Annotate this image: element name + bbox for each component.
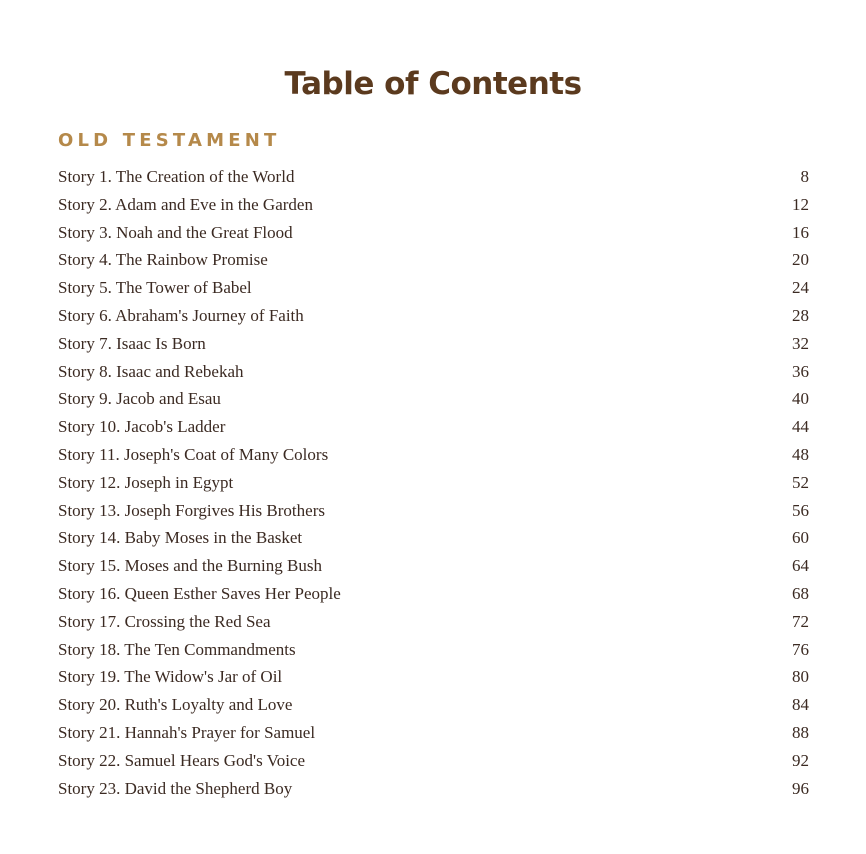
toc-entry[interactable] [58,330,809,358]
toc-entry[interactable] [58,719,809,747]
toc-entry[interactable] [58,246,809,274]
toc-entry[interactable] [58,497,809,525]
toc-entry-page-number: 64 [792,556,809,576]
toc-entry-page-number: 56 [792,500,809,520]
toc-entry-page-number: 52 [792,472,809,492]
toc-entry-page-number: 80 [792,667,809,687]
toc-entry-title: Story 20. Ruth's Loyalty and Love [58,695,293,715]
page-title: Table of Contents [284,66,582,102]
toc-entry-title: Story 1. The Creation of the World [58,167,295,186]
toc-entry-page-number: 16 [792,222,809,242]
toc-entry-page-number: 48 [792,444,809,464]
toc-entry-title: Story 10. Jacob's Ladder [58,417,226,437]
toc-entry[interactable] [58,775,809,803]
toc-entry-title: Story 13. Joseph Forgives His Brothers [58,500,325,520]
toc-entry[interactable] [58,163,809,191]
toc-entry-title: Story 16. Queen Esther Saves Her People [58,583,341,603]
toc-entry[interactable] [58,691,809,719]
toc-entry-title: Story 21. Hannah's Prayer for Samuel [58,722,316,742]
toc-entry-title: Story 2. Adam and Eve in the Garden [58,194,313,214]
toc-entry-page-number: 60 [792,528,809,548]
toc-entry-page-number: 92 [792,750,809,770]
toc-entry-page-number: 40 [792,389,809,409]
toc-entry[interactable] [58,302,809,330]
toc-entry[interactable] [58,608,809,636]
toc-entry-page-number: 76 [792,639,809,659]
toc-entry[interactable] [58,191,809,219]
toc-entry-title: Story 9. Jacob and Esau [58,389,221,409]
toc-entry-page-number: 28 [792,305,809,325]
toc-entry-title: Story 19. The Widow's Jar of Oil [58,667,283,687]
toc-entry-page-number: 12 [792,194,809,214]
toc-entry-title: Story 14. Baby Moses in the Basket [58,528,303,548]
toc-entry-page-number: 32 [792,333,809,353]
toc-entry[interactable] [58,636,809,664]
toc-entry-page-number: 84 [792,695,809,715]
toc-entry-page-number: 72 [792,611,809,631]
toc-entry[interactable] [58,663,809,691]
toc-entry-title: Story 3. Noah and the Great Flood [58,222,293,242]
toc-entry-page-number: 44 [792,417,809,437]
toc-entry[interactable] [58,524,809,552]
toc-entry-page-number: 8 [800,167,809,186]
toc-entry-title: Story 12. Joseph in Egypt [58,472,234,492]
section-heading-old-testament: OLD TESTAMENT [58,130,281,151]
toc-entry[interactable] [58,219,809,247]
toc-entry-title: Story 15. Moses and the Burning Bush [58,556,322,576]
toc-entry-title: Story 17. Crossing the Red Sea [58,611,271,631]
toc-entry-title: Story 8. Isaac and Rebekah [58,361,244,381]
toc-entry-page-number: 88 [792,722,809,742]
toc-entry-title: Story 22. Samuel Hears God's Voice [58,750,306,770]
toc-entry-title: Story 7. Isaac Is Born [58,333,206,353]
toc-entry-title: Story 23. David the Shepherd Boy [58,778,293,798]
toc-entry-page-number: 20 [792,250,809,270]
toc-entry[interactable] [58,469,809,497]
toc-entry-title: Story 5. The Tower of Babel [58,278,252,298]
toc-entry[interactable] [58,747,809,775]
toc-entry[interactable] [58,580,809,608]
toc-entry-page-number: 68 [792,583,809,603]
toc-entry[interactable] [58,413,809,441]
toc-entry-title: Story 6. Abraham's Journey of Faith [58,305,304,325]
toc-entry[interactable] [58,385,809,413]
toc-entry[interactable] [58,441,809,469]
toc-entry-page-number: 96 [792,778,809,798]
toc-entry-page-number: 36 [792,361,809,381]
toc-entry-page-number: 24 [792,278,809,298]
toc-entry-title: Story 18. The Ten Commandments [58,639,296,659]
toc-list [58,163,809,802]
toc-entry[interactable] [58,358,809,386]
toc-entry-title: Story 11. Joseph's Coat of Many Colors [58,444,329,464]
toc-entry-title: Story 4. The Rainbow Promise [58,250,268,270]
toc-entry[interactable] [58,274,809,302]
toc-entry[interactable] [58,552,809,580]
